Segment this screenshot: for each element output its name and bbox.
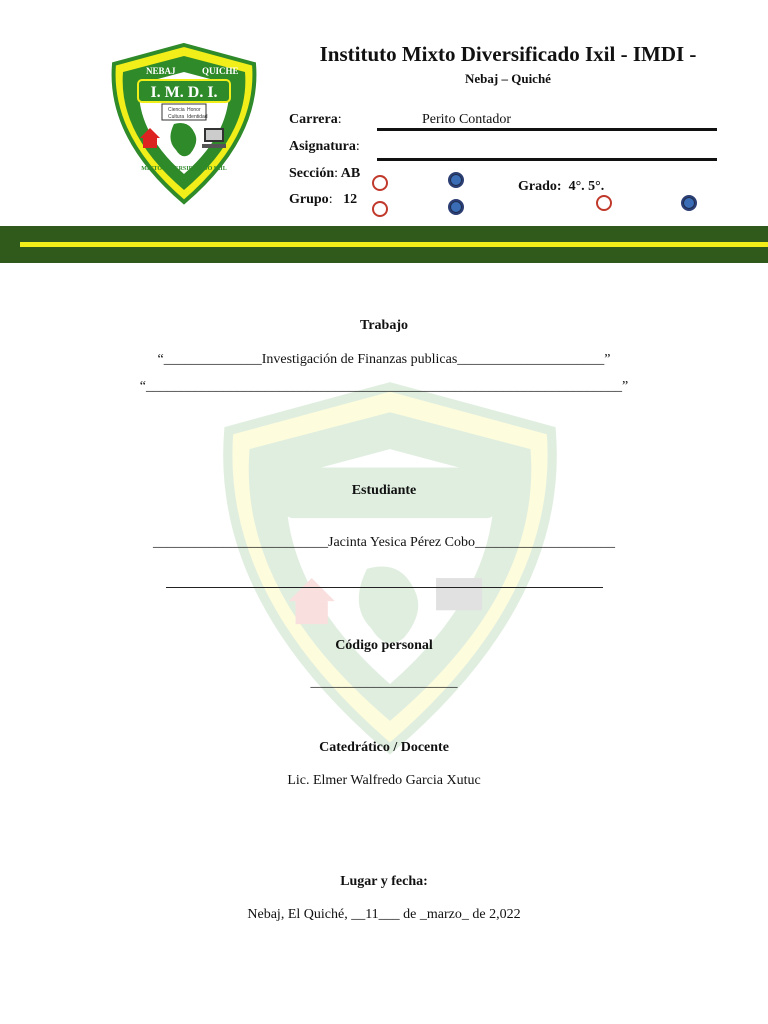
carrera-label: Carrera [289,112,338,127]
lugar-year: 2,022 [489,907,521,922]
grupo-value: 12 [343,192,358,207]
trabajo-heading: Trabajo [360,318,408,333]
trabajo-open-quote: “ [157,352,164,367]
logo-ribbon-3: Cultura [168,114,185,120]
grupo-radio-a[interactable] [372,201,388,217]
logo-ribbon-2: Honor [187,107,201,113]
logo-top-left: NEBAJ [146,66,176,76]
institute-title: Instituto Mixto Diversificado Ixil - IMDI - [319,42,697,66]
catedratico-name: Lic. Elmer Walfredo Garcia Xutuc [287,773,481,788]
logo-bottom-arc: MIXTO DIVERSIFICADO IXIL [141,166,227,172]
header-band-stripe [20,242,768,247]
school-logo [104,42,264,207]
carrera-label-wrap [289,112,342,128]
grado-label: Grado: [518,179,562,194]
carrera-colon: : [337,112,342,127]
lugar-de-1: de [403,907,417,922]
logo-ribbon-4: Identidad [187,114,208,120]
estudiante-name-line [0,535,768,551]
grado-radio-4[interactable] [596,195,612,211]
estudiante-blank-post: ____________________ [474,535,615,550]
grado-radio-5[interactable] [681,195,697,211]
catedratico-heading: Catedrático / Docente [319,740,449,755]
grupo-label: Grupo [289,192,329,207]
logo-watermark [195,380,585,760]
grupo-radio-b[interactable] [448,199,464,215]
asignatura-label-wrap [289,139,360,155]
carrera-value: Perito Contador [422,112,512,127]
trabajo-line-1 [0,352,768,368]
grado-row [518,179,604,195]
computer-icon [202,128,226,148]
lugar-fecha-line [0,907,768,923]
lugar-place: Nebaj, El Quiché, [247,907,348,922]
lugar-day: __11___ [351,907,400,922]
logo-initials: I. M. D. I. [150,84,218,101]
asignatura-line [377,158,717,161]
seccion-label: Sección [289,166,335,181]
estudiante-heading: Estudiante [351,483,417,498]
grupo-colon: : [328,192,333,207]
seccion-value: AB [340,166,361,181]
trabajo-line-2: “____________________________________________________________________” [139,379,629,394]
institute-subtitle: Nebaj – Quiché [465,71,551,86]
seccion-row [289,166,360,182]
estudiante-blank-pre: _________________________ [153,535,329,550]
seccion-radio-a[interactable] [372,175,388,191]
codigo-heading: Código personal [335,638,433,653]
carrera-line [377,128,717,131]
codigo-blank: _____________________ [310,675,458,690]
grado-value: 4°. 5°. [568,179,605,194]
seccion-colon: : [334,166,338,181]
asignatura-colon: : [355,139,360,154]
asignatura-label: Asignatura [289,139,356,154]
logo-top-right: QUICHE [202,66,239,76]
lugar-heading: Lugar y fecha: [340,874,428,889]
trabajo-blank-post: _____________________ [457,352,605,367]
lugar-de-2: de [472,907,486,922]
trabajo-title: Investigación de Finanzas publicas [261,352,458,367]
trabajo-close-quote: ” [604,352,611,367]
grupo-row [289,192,357,208]
seccion-radio-b[interactable] [448,172,464,188]
estudiante-extra-line [166,587,603,588]
lugar-month: _marzo_ [419,907,469,922]
estudiante-name: Jacinta Yesica Pérez Cobo [328,535,475,550]
trabajo-blank-pre: ______________ [163,352,262,367]
logo-ribbon-1: Ciencia [168,107,185,113]
